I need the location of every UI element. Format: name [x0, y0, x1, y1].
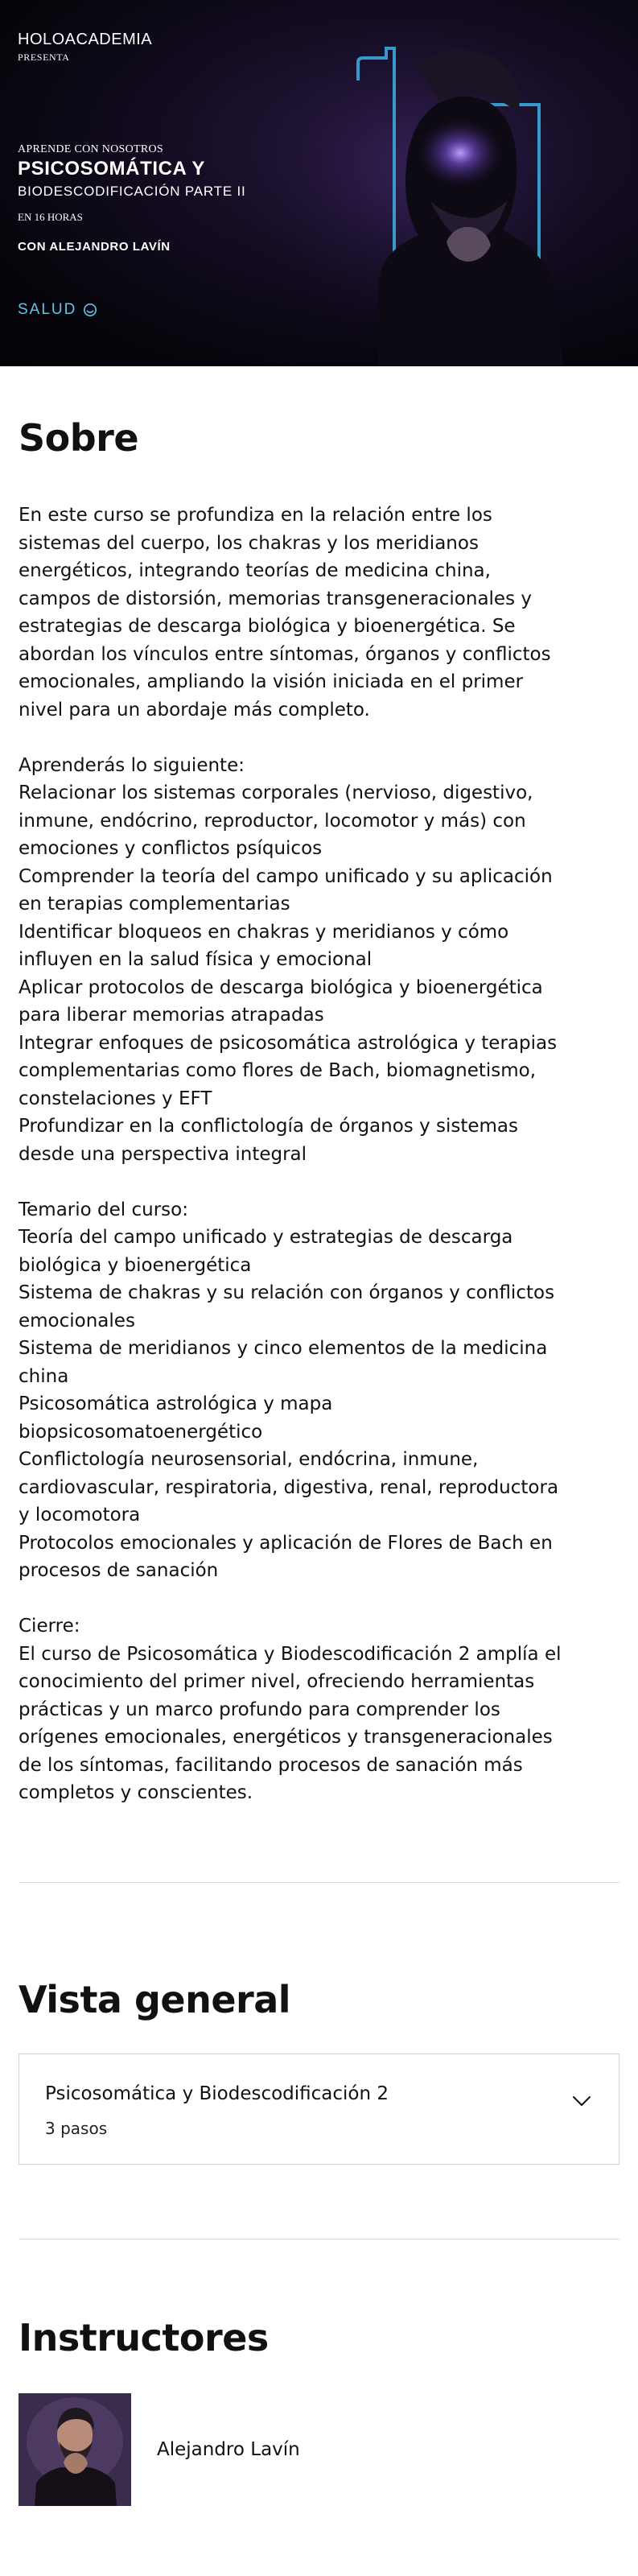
hero-course-title: PSICOSOMÁTICA Y: [18, 158, 206, 180]
hero-duration: EN 16 HORAS: [18, 211, 83, 223]
module-steps-count: 3 pasos: [45, 2118, 108, 2138]
instructor-card[interactable]: [19, 2393, 619, 2506]
instructor-avatar[interactable]: [19, 2393, 131, 2506]
category-label: SALUD: [18, 301, 77, 318]
module-accordion[interactable]: [19, 2054, 619, 2165]
hero-kicker: APRENDE CON NOSOTROS: [18, 143, 164, 155]
category-tag: [18, 301, 97, 319]
overview-title: Vista general: [19, 1977, 291, 2021]
course-description: En este curso se profundiza en la relación entre los sistemas del cuerpo, los chakras y los meridianos energéticos, integrando teorías de medicina china, campos de distorsión, memorias transgeneracionales y estrategias de descarga biológica y bioenergética. Se abordan los vínculos entre síntomas, órganos y conflictos emocionales, ampliando la visión iniciada en el primer nivel para un abordaje más completo. Aprenderás lo siguiente: Relacionar los sistemas corporales (nervioso, digestivo, inmune, endócrino, reproductor, locomotor y más) con emociones y conflictos psíquicos Comprender la teoría del campo unificado y su aplicación en terapias complementarias Identificar bloqueos en chakras y meridianos y cómo influyen en la salud física y emocional Aplicar protocolos de descarga biológica y bioenergética para liberar memorias atrapadas Integrar enfoques de psicosomática astrológica y terapias complementarias como flores de Bach, biomagnetismo, constelaciones y EFT Profundizar en la conflictología de órganos y sistemas desde una perspectiva integral Temario del curso: Teoría del campo unificado y estrategias de descarga biológica y bioenergética Sistema de chakras y su relación con órganos y conflictos emocionales Sistema de meridianos y cinco elementos de la medicina china Psicosomática astrológica y mapa biopsicosomatoenergético Conflictología neurosensorial, endócrina, inmune, cardiovascular, respiratoria, digestiva, renal, reproductora y locomotora Protocolos emocionales y aplicación de Flores de Bach en procesos de sanación Cierre: El curso de Psicosomática y Biodescodificación 2 amplía el conocimiento del primer nivel, ofreciendo herramientas prácticas y un marco profundo para comprender los orígenes emocionales, energéticos y transgeneracionales de los síntomas, facilitando procesos de sanación más completos y conscientes.: [19, 505, 562, 1803]
overview-section: [19, 1978, 619, 2165]
about-title: Sobre: [19, 416, 139, 460]
chevron-down-icon[interactable]: [572, 2095, 591, 2107]
section-divider: [19, 1882, 619, 1883]
hero-course-title-line2: BIODESCODIFICACIÓN PARTE II: [18, 184, 246, 199]
course-hero-banner: [0, 0, 638, 366]
smile-icon: [83, 303, 97, 317]
section-divider: [19, 2239, 619, 2240]
instructor-name[interactable]: Alejandro Lavín: [157, 2438, 300, 2460]
module-title[interactable]: Psicosomática y Biodescodificación 2: [45, 2083, 389, 2104]
about-section: [19, 416, 619, 1807]
instructors-section: [19, 2316, 619, 2506]
instructor-photo: [19, 2393, 131, 2506]
instructors-title: Instructores: [19, 2315, 269, 2359]
brand-logo: HOLOACADEMIA: [18, 31, 153, 48]
brand-subtitle: PRESENTA: [18, 52, 70, 63]
course-content: [0, 416, 638, 2506]
hero-instructor: CON ALEJANDRO LAVÍN: [18, 240, 171, 254]
